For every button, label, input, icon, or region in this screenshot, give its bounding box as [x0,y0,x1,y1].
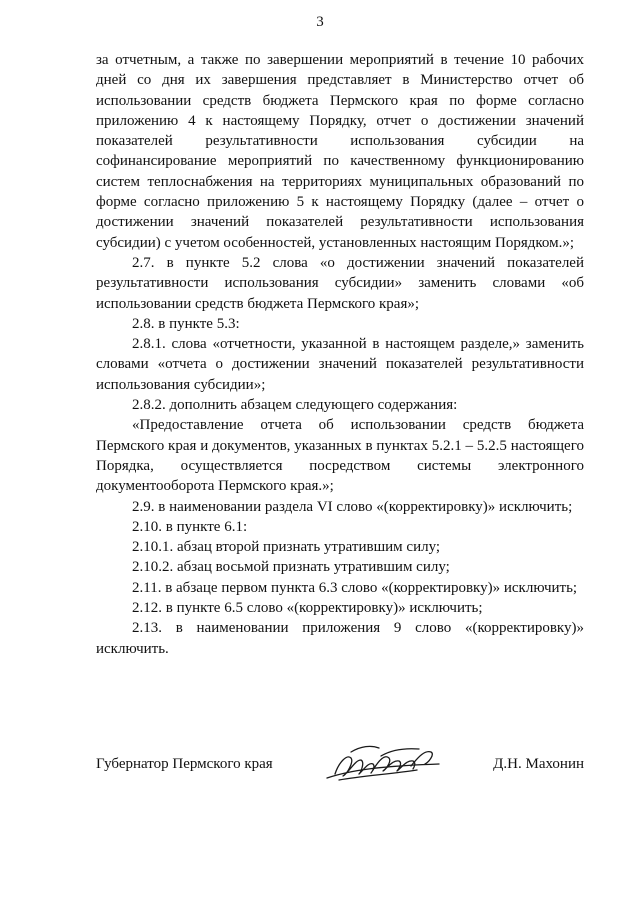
paragraph-item-2-12: 2.12. в пункте 6.5 слово «(корректировку)» исключить; [132,600,483,617]
paragraph-item-2-9: 2.9. в наименовании раздела VI слово «(корректировку)» исключить; [132,498,573,515]
paragraph-item-2-8-1: 2.8.1. слова «отчетности, указанной в настоящем разделе,» заменить словами «отчета о достижении значений показателей результативности использования субсидии»; [96,336,584,393]
paragraph-item-2-10-1: 2.10.1. абзац второй признать утратившим силу; [132,539,441,556]
signatory-position: Губернатор Пермского края [96,756,273,772]
paragraph-item-2-10: 2.10. в пункте 6.1: [132,518,248,535]
paragraph-item-2-7: 2.7. в пункте 5.2 слова «о достижении значений показателей результативности использования субсидии» заменить словами «об использовании средств бюджета Пермского края»; [96,254,584,312]
paragraph-item-2-8: 2.8. в пункте 5.3: [132,315,240,332]
paragraph-item-2-11: 2.11. в абзаце первом пункта 6.3 слово «(корректировку)» исключить; [132,579,578,596]
signatory-name: Д.Н. Махонин [493,756,584,772]
document-body [96,50,584,659]
paragraph-item-2-8-2: 2.8.2. дополнить абзацем следующего содержания: [132,397,458,414]
signature-block [96,748,584,798]
paragraph-item-2-10-2: 2.10.2. абзац восьмой признать утратившим силу; [132,559,450,576]
page-number: 3 [316,14,324,30]
paragraph-item-2-13: 2.13. в наименовании приложения 9 слово «(корректировку)» исключить. [96,620,584,657]
paragraph-quoted-addition: «Предоставление отчета об использовании средств бюджета Пермского края и документов, указанных в пунктах 5.2.1 – 5.2.5 настоящего Порядка, осуществляется посредством системы электронного документооборота Пермского края.»; [96,417,584,495]
paragraph-continuation: за отчетным, а также по завершении мероприятий в течение 10 рабочих дней со дня их завершения представляет в Министерство отчет об использовании средств бюджета Пермского края по форме согласно приложению 4 к настоящему Порядку, отчет о достижении значений показателей результативности использования субсидии на софинансирование мероприятий по качественному функционированию систем теплоснабжения на территориях муниципальных образований по форме согласно приложению 5 к настоящему Порядку (далее – отчет о достижении значений показателей результативности использования субсидии) с учетом особенностей, установленных настоящим Порядком.»; [96,52,584,251]
handwritten-signature [321,740,446,788]
